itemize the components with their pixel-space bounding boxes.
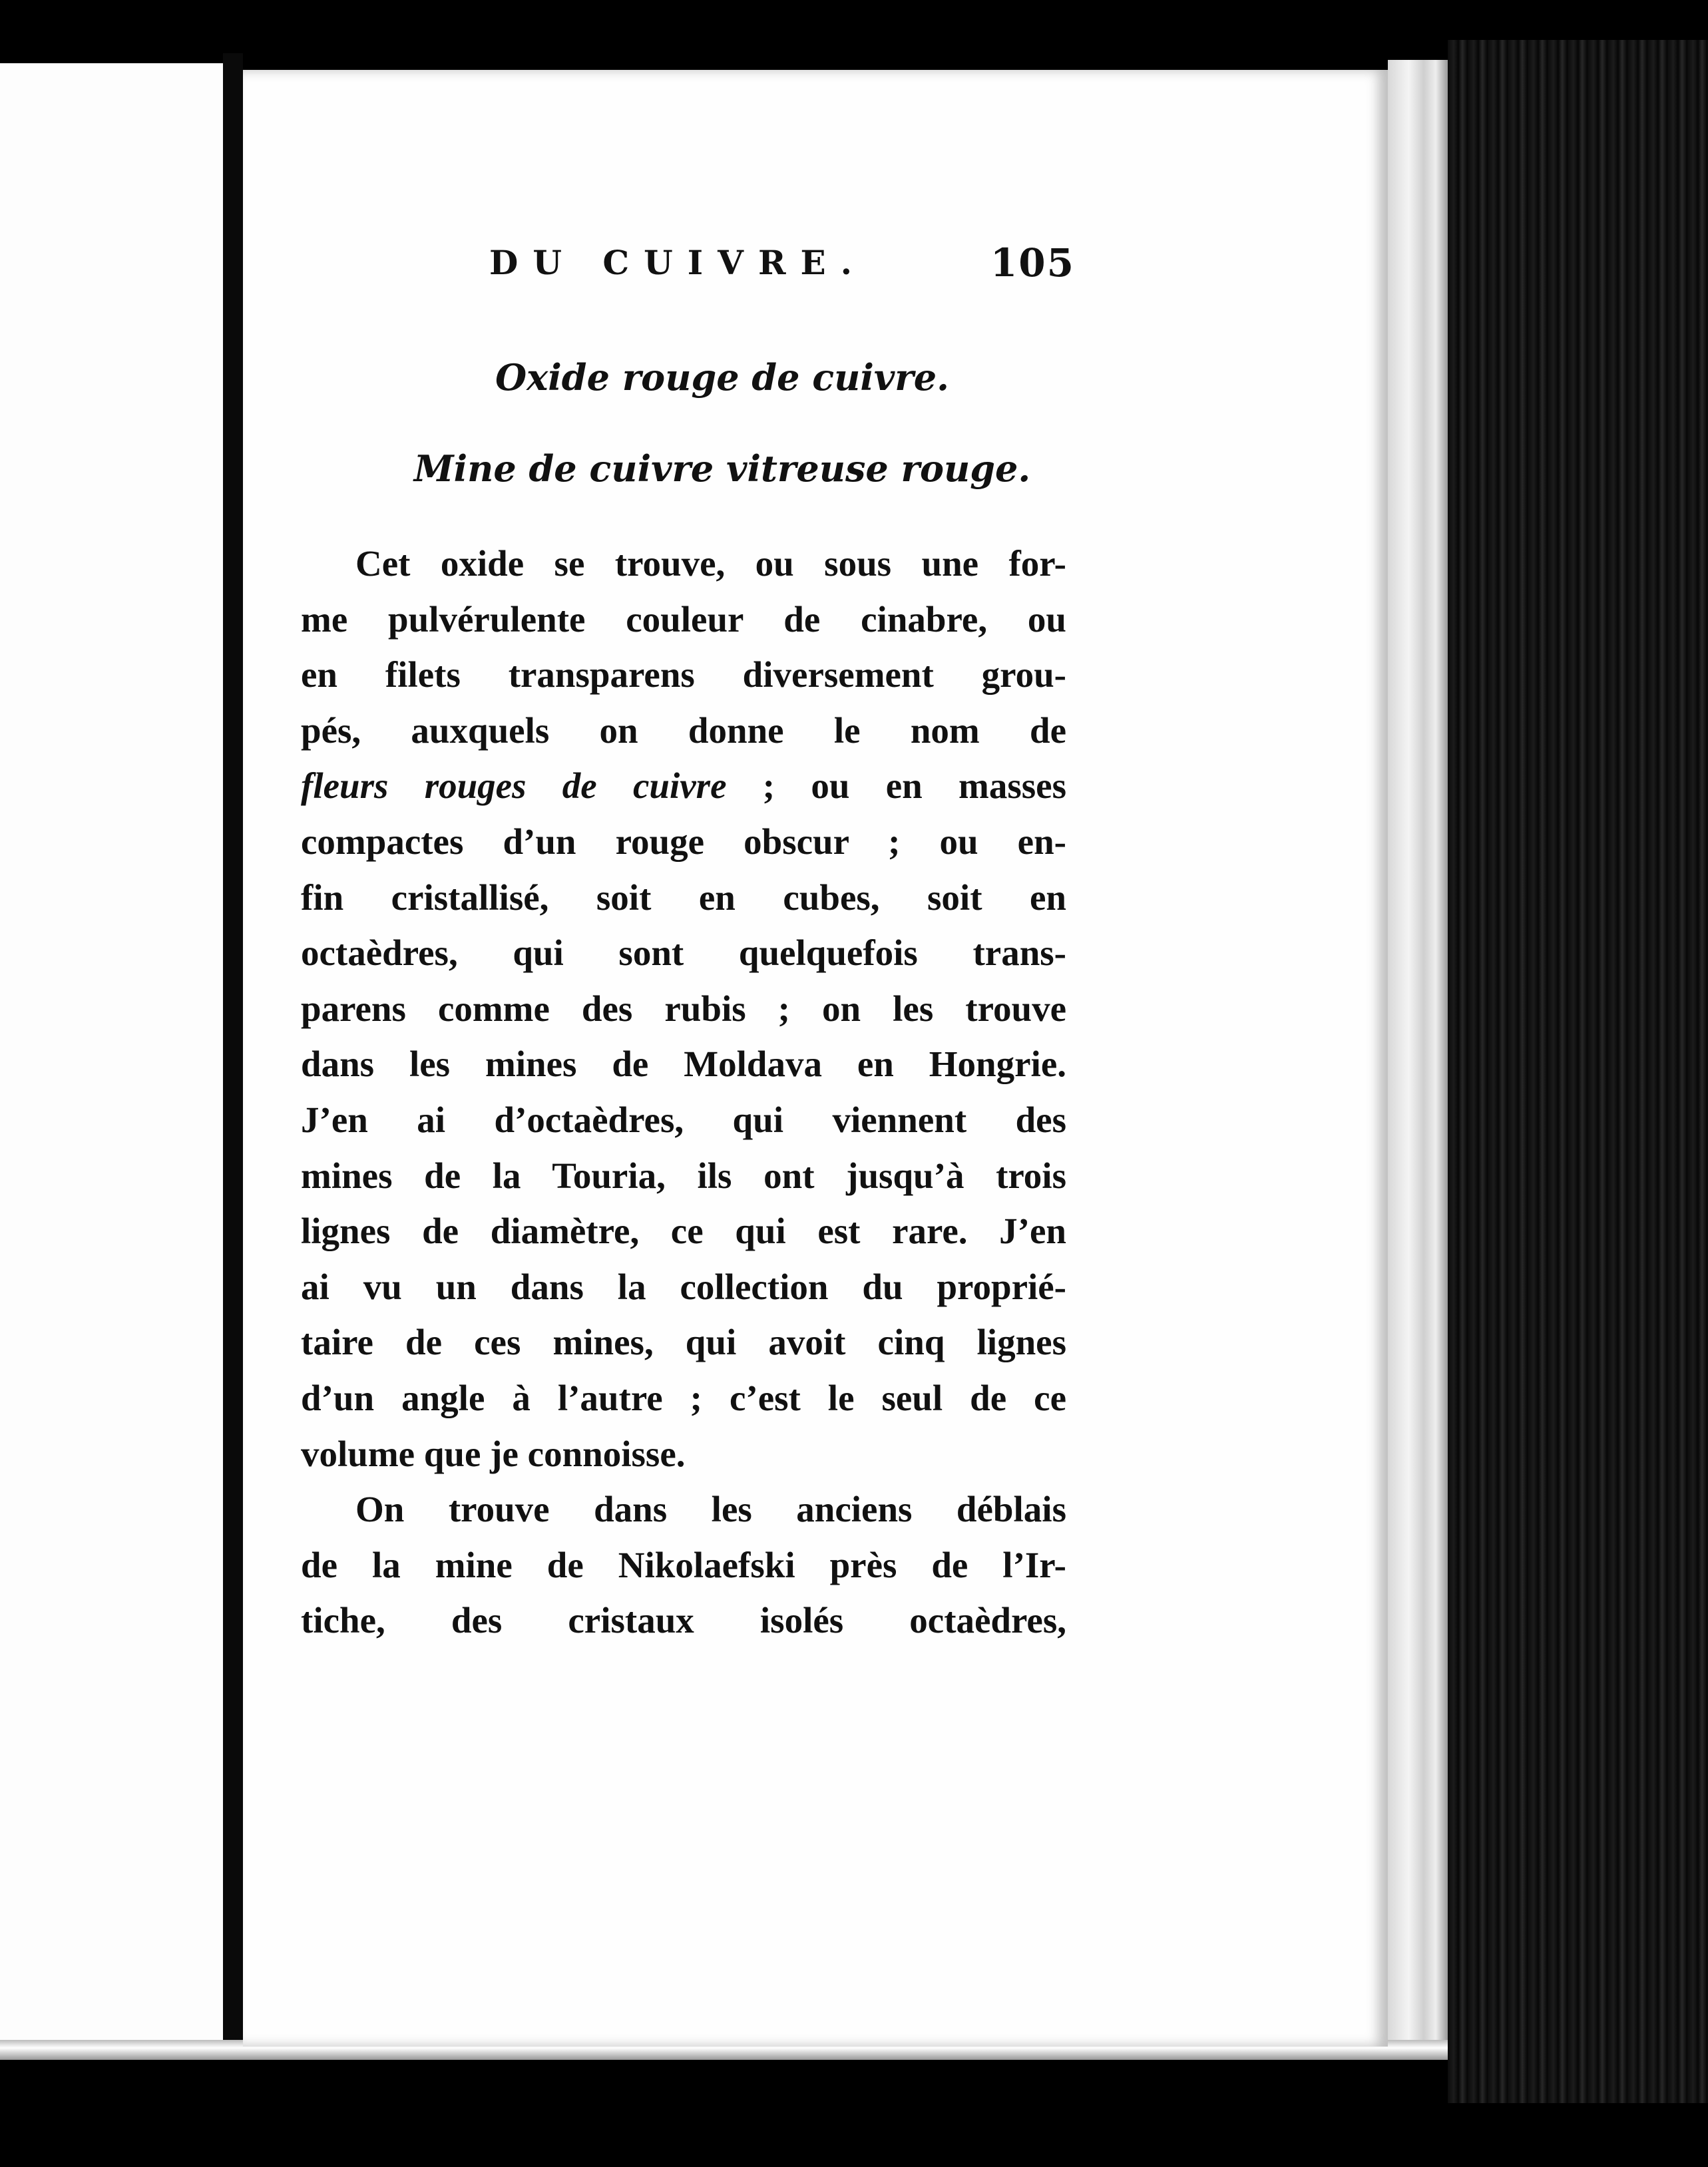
text-line: compactes d’un rouge obscur ; ou en- xyxy=(301,821,1066,862)
text-line: taire de ces mines, qui avoit cinq lignes xyxy=(301,1322,1066,1363)
book-cover-binding xyxy=(1448,40,1708,2103)
text-line: ai vu un dans la collection du proprié- xyxy=(301,1266,1066,1307)
text-line: parens comme des rubis ; on les trouve xyxy=(301,988,1066,1029)
section-subheading: Mine de cuivre vitreuse rouge. xyxy=(413,447,1031,490)
running-header xyxy=(489,240,1075,290)
text-line: d’un angle à l’autre ; c’est le seul de ce xyxy=(301,1377,1066,1418)
text-line: Cet oxide se trouve, ou sous une for- xyxy=(355,543,1066,584)
text-line: dans les mines de Moldava en Hongrie. xyxy=(301,1044,1066,1085)
text-line: pés, auxquels on donne le nom de xyxy=(301,709,1066,751)
page-fore-edge xyxy=(1388,60,1448,2057)
text-line: mines de la Touria, ils ont jusqu’à trois xyxy=(301,1155,1066,1196)
section-heading: Oxide rouge de cuivre. xyxy=(495,356,949,399)
body-text xyxy=(301,536,1066,1649)
previous-page-edge xyxy=(0,63,226,2040)
book-gutter xyxy=(223,53,243,2050)
paragraph-1 xyxy=(301,536,1066,1481)
text-line: lignes de diamètre, ce qui est rare. J’en xyxy=(301,1211,1066,1252)
text-line: octaèdres, qui sont quelquefois trans- xyxy=(301,932,1066,974)
text-line: J’en ai d’octaèdres, qui viennent des xyxy=(301,1099,1066,1140)
text-line: en filets transparens diversement grou- xyxy=(301,654,1066,695)
page-number: 105 xyxy=(990,240,1075,286)
text-line: fin cristallisé, soit en cubes, soit en xyxy=(301,877,1066,918)
text-line-italic-start: fleurs rouges de cuivre ; ou en masses xyxy=(301,765,1066,807)
text-line: volume que je connoisse. xyxy=(301,1433,686,1474)
paragraph-2 xyxy=(301,1481,1066,1649)
text-line: tiche, des cristaux isolés octaèdres, xyxy=(301,1600,1066,1641)
text-line: On trouve dans les anciens déblais xyxy=(355,1489,1066,1530)
running-title: DU CUIVRE. xyxy=(489,243,867,282)
text-line: me pulvérulente couleur de cinabre, ou xyxy=(301,598,1066,640)
text-line: de la mine de Nikolaefski près de l’Ir- xyxy=(301,1544,1066,1585)
